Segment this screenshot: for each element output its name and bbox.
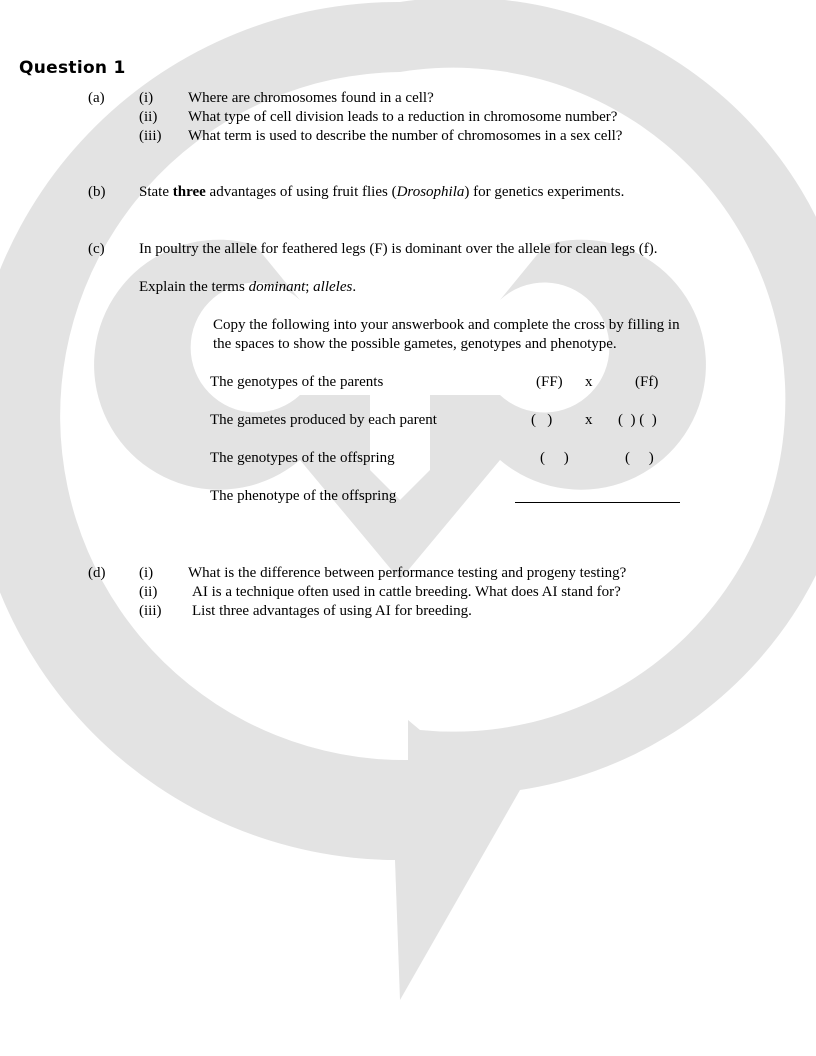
- part-b-label: (b): [88, 184, 106, 200]
- part-c-explain: Explain the terms dominant; alleles.: [139, 279, 357, 295]
- part-a-iii-text: What term is used to describe the number of chromosomes in a sex cell?: [188, 128, 623, 144]
- question-title: Question 1: [19, 58, 126, 78]
- cross-row-x: x: [585, 412, 593, 428]
- cross-row-col2: ( ): [625, 450, 654, 466]
- phenotype-answer-line: [515, 502, 680, 503]
- part-d-i-text: What is the difference between performance testing and progeny testing?: [188, 565, 627, 581]
- part-c-intro: In poultry the allele for feathered legs (F) is dominant over the allele for clean legs (f).: [139, 241, 658, 257]
- part-a-label: (a): [88, 90, 105, 106]
- part-c-copy-line1: Copy the following into your answerbook and complete the cross by filling in: [213, 317, 680, 333]
- cross-row-col1: ( ): [531, 412, 553, 428]
- part-d-label: (d): [88, 565, 106, 581]
- part-d-iii-num: (iii): [139, 603, 162, 619]
- part-d-i-num: (i): [139, 565, 154, 581]
- part-a-ii-text: What type of cell division leads to a reduction in chromosome number?: [188, 109, 618, 125]
- cross-row-label: The gametes produced by each parent: [210, 412, 437, 428]
- part-d-ii-text: AI is a technique often used in cattle breeding. What does AI stand for?: [192, 584, 621, 600]
- cross-row-col1: (FF): [536, 374, 563, 390]
- part-a-i-text: Where are chromosomes found in a cell?: [188, 90, 434, 106]
- cross-row-label: The phenotype of the offspring: [210, 488, 397, 504]
- part-a-ii-num: (ii): [139, 109, 158, 125]
- cross-row-col2: (Ff): [635, 374, 659, 390]
- part-b-text: State three advantages of using fruit flies (Drosophila) for genetics experiments.: [139, 184, 625, 200]
- part-a-iii-num: (iii): [139, 128, 162, 144]
- cross-row-x: x: [585, 374, 593, 390]
- part-c-copy-line2: the spaces to show the possible gametes, genotypes and phenotype.: [213, 336, 617, 352]
- part-d-iii-text: List three advantages of using AI for breeding.: [192, 603, 472, 619]
- part-c-label: (c): [88, 241, 105, 257]
- cross-row-label: The genotypes of the parents: [210, 374, 384, 390]
- cross-row-col1: ( ): [540, 450, 569, 466]
- part-d-ii-num: (ii): [139, 584, 158, 600]
- cross-row-col2: ( ) ( ): [618, 412, 657, 428]
- cross-row-label: The genotypes of the offspring: [210, 450, 395, 466]
- part-a-i-num: (i): [139, 90, 154, 106]
